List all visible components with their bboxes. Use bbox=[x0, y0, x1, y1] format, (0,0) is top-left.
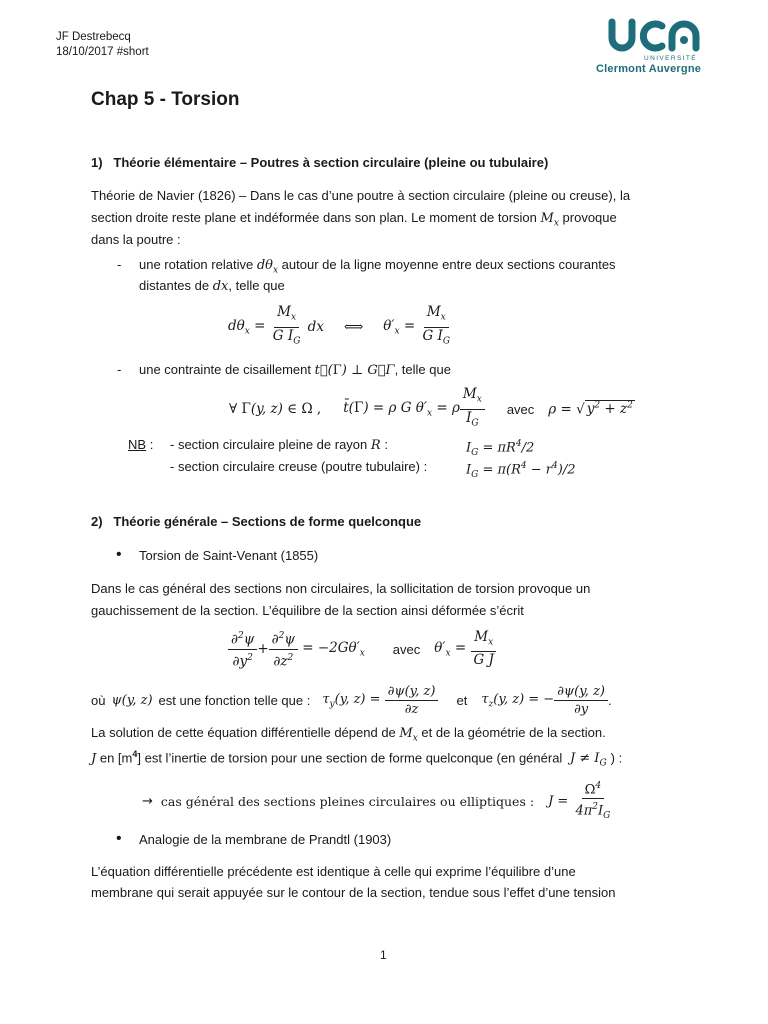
j-symbol: J bbox=[91, 751, 97, 767]
nb-line1-text: - section circulaire pleine de rayon bbox=[170, 437, 368, 452]
inertia-line: J en $[m^4]$ est l’inertie de torsion pour une section de forme quelconque (en général $J \ne I_G$ ) : bbox=[91, 749, 623, 769]
nb-line1 bbox=[170, 433, 388, 457]
bullet1-text-c: distantes de bbox=[139, 278, 210, 293]
r-symbol: R bbox=[370, 438, 381, 453]
nb-block bbox=[128, 433, 153, 456]
header-date: 18/10/2017 #short bbox=[56, 46, 149, 58]
bullet1-text-d: , telle que bbox=[228, 278, 285, 293]
dtheta-symbol: $d\theta_x$ bbox=[256, 258, 279, 276]
shear-vector-symbol: t⃗(Γ) ⊥ G⃗Γ bbox=[314, 363, 395, 378]
logo-univ-label: UNIVERSITÉ bbox=[644, 55, 698, 62]
solution-text-a: La solution de cette équation différentielle dépend de bbox=[91, 725, 396, 740]
uca-logo bbox=[596, 14, 716, 76]
equation-shear: ∀ Γ (y, z) ∈ Ω , t̄(Γ) = ρ G $\theta'_x = \rho$ $\frac{M_x}{I_G}$ avec ρ = √ $y^2 + z^2$ bbox=[229, 386, 633, 429]
page-title: Chap 5 - Torsion bbox=[91, 89, 240, 110]
section2-para-line2: gauchissement de la section. L’équilibre de la section ainsi déformée s’écrit bbox=[91, 603, 524, 618]
bullet2-line bbox=[139, 358, 451, 382]
section1-heading: 1) Théorie élémentaire – Poutres à section circulaire (pleine ou tubulaire) bbox=[91, 155, 549, 170]
equation-rotation: $d\theta_x$ = $\frac{M_x}{G I_G}$ dx ⟺ $\theta'_x$ = $\frac{M_x}{G I_G}$ bbox=[228, 304, 451, 347]
bullet-dot-2: • bbox=[116, 830, 122, 847]
uca-logo-mark bbox=[596, 14, 716, 54]
bullet-dot-1: • bbox=[116, 546, 122, 563]
equation-poisson: $\frac{\partial^2\psi}{\partial y^2}$ + $\frac{\partial^2\psi}{\partial z^2}$ = $-2G\theta'_x$ avec $\theta'_x$ = $\frac{M_x}{\text{G J}}$ bbox=[228, 628, 497, 670]
ig-hollow: $I_G = \pi(R^4 - r^4)/2$ bbox=[466, 461, 576, 480]
j-neq-ig: $J \ne I_G$ bbox=[569, 751, 607, 769]
et-label: et bbox=[456, 693, 468, 708]
ou-label: où bbox=[91, 693, 106, 708]
section1-para-line1: Théorie de Navier (1826) – Dans le cas d’une poutre à section circulaire (pleine ou creuse), la bbox=[91, 188, 631, 203]
arrow-icon: → bbox=[142, 794, 153, 810]
inertia-text-b: ] est l’inertie de torsion pour une section de forme quelconque (en général bbox=[137, 750, 563, 766]
dx-symbol: dx bbox=[212, 279, 229, 294]
ou-text: est une fonction telle que : bbox=[158, 693, 311, 708]
avec-label-2: avec bbox=[392, 641, 421, 657]
last-para-line1: L’équation différentielle précédente est identique à celle qui exprime l’équilibre d’une bbox=[91, 864, 576, 879]
nb-line1-end: : bbox=[384, 437, 388, 452]
inertia-text-a: en [m bbox=[99, 750, 133, 766]
saint-venant-item: Torsion de Saint-Venant (1855) bbox=[139, 548, 319, 563]
section1-para-line3: dans la poutre : bbox=[91, 232, 181, 247]
ig-full: $I_G = \pi R^4/2$ bbox=[466, 439, 535, 458]
dash-bullet-2: - bbox=[117, 362, 122, 377]
nb-colon: : bbox=[149, 437, 154, 452]
avec-label-1: avec bbox=[506, 401, 535, 417]
dash-bullet-1: - bbox=[117, 257, 122, 272]
section2-para-line1: Dans le cas général des sections non circulaires, la sollicitation de torsion provoque un bbox=[91, 581, 591, 596]
logo-name: Clermont Auvergne bbox=[596, 63, 702, 75]
para-text: section droite reste plane et indéformée dans son plan. Le moment de torsion bbox=[91, 210, 537, 225]
header-author: JF Destrebecq bbox=[56, 31, 131, 43]
arrow-text: cas général des sections pleines circulaires ou elliptiques : bbox=[160, 794, 535, 810]
nb-label: NB bbox=[128, 437, 147, 452]
inertia-text-c: ) : bbox=[610, 750, 623, 766]
page-number: 1 bbox=[380, 948, 387, 962]
nb-line2: - section circulaire creuse (poutre tubulaire) : bbox=[170, 459, 428, 474]
prandtl-item: Analogie de la membrane de Prandtl (1903) bbox=[139, 832, 392, 847]
psi-definition: où ψ(y, z) est une fonction telle que : $\tau_y(y$, z) = $\frac{\partial\psi(y, z)}{\partial z}$ et $\tau_z(y$, z) = − $\frac{\partial\psi(y, z)}{\partial y}$ . bbox=[91, 684, 612, 717]
mx-symbol-2: $M_x$ bbox=[399, 726, 418, 744]
bullet1-line2 bbox=[139, 274, 285, 298]
solution-text-b: et de la géométrie de la section. bbox=[421, 725, 606, 740]
para-text-end: provoque bbox=[562, 210, 617, 225]
bullet2-text-a: une contrainte de cisaillement bbox=[139, 362, 311, 377]
section2-heading: 2) Théorie générale – Sections de forme quelconque bbox=[91, 514, 422, 529]
bullet1-text-a: une rotation relative bbox=[139, 257, 254, 272]
bullet2-text-b: , telle que bbox=[394, 362, 451, 377]
approximate-j-formula: → cas général des sections pleines circulaires ou elliptiques : J = $\frac{\Omega^4}{4\pi^2I_G}$ bbox=[142, 778, 613, 825]
mx-symbol: $M_x$ bbox=[540, 211, 559, 229]
bullet1-text-b: autour de la ligne moyenne entre deux sections courantes bbox=[281, 257, 616, 272]
last-para-line2: membrane qui serait appuyée sur le contour de la section, tendue sous l’effet d’une tension bbox=[91, 885, 616, 900]
